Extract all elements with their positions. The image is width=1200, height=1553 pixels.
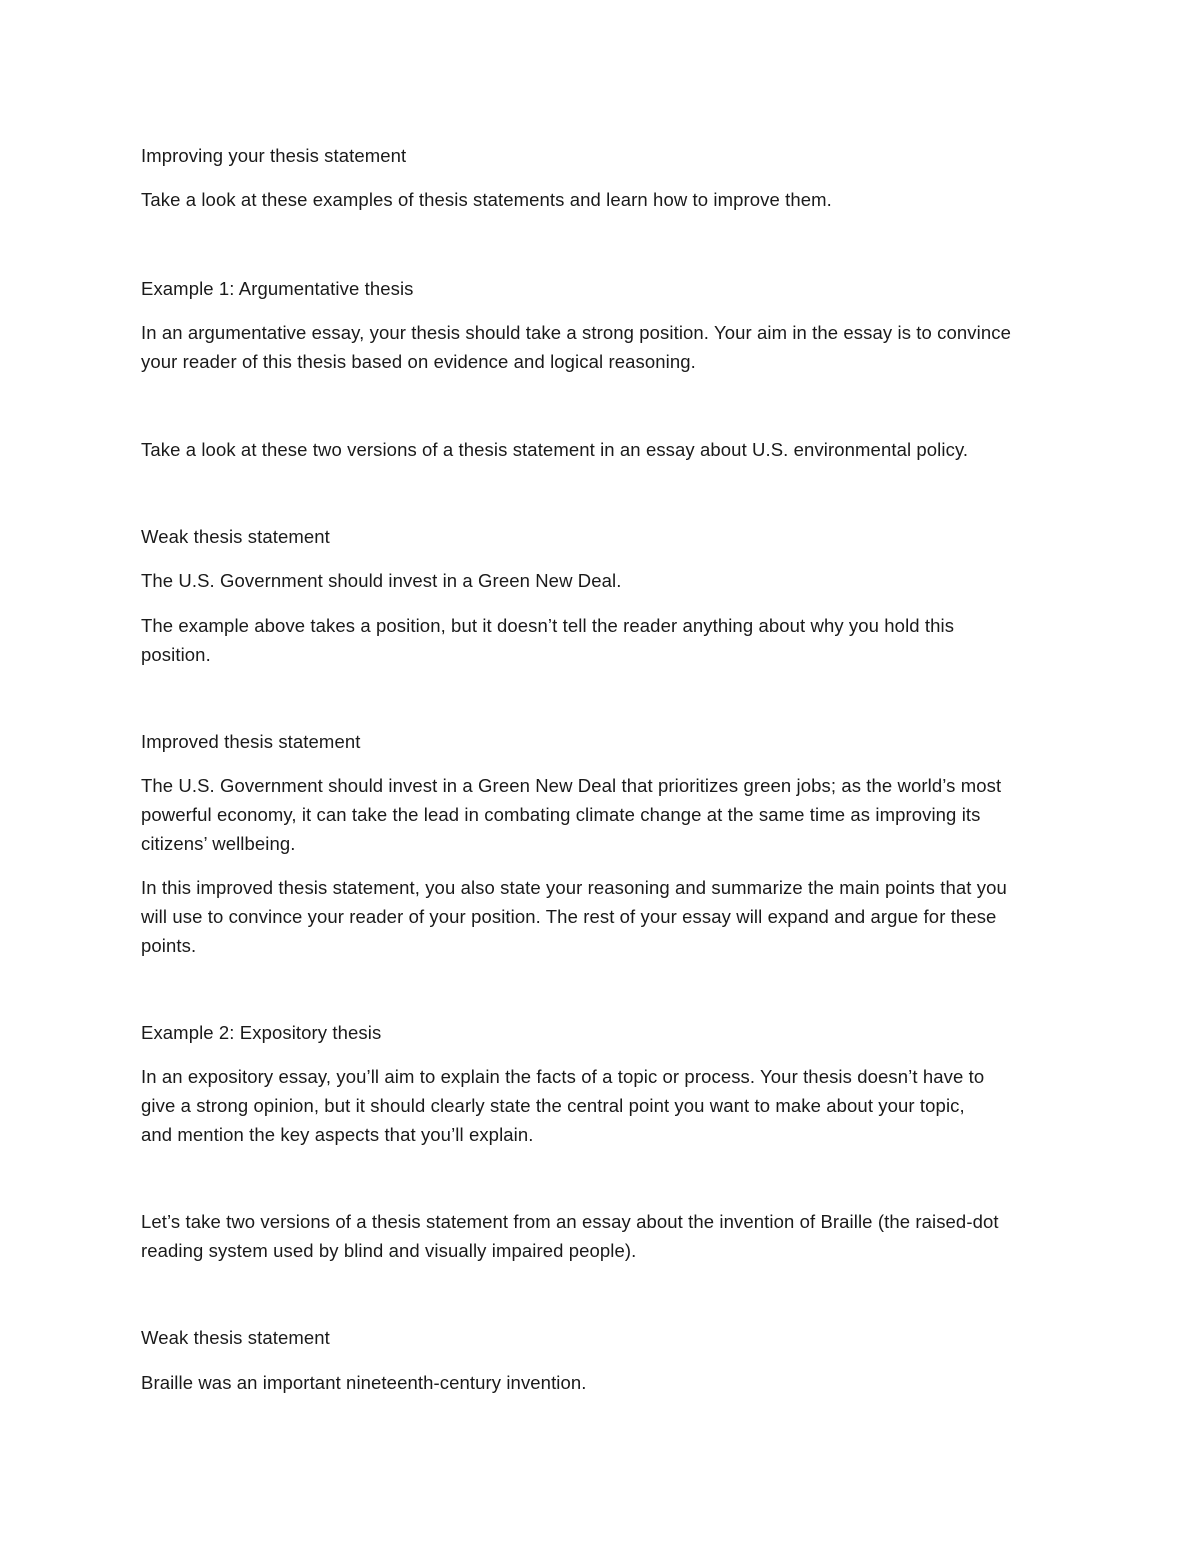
example1-improved-statement-line-3: citizens’ wellbeing. [141, 833, 296, 854]
example1-weak-explanation-line-1: The example above takes a position, but it doesn’t tell the reader anything about why you hold this [141, 615, 955, 636]
example1-weak-heading: Weak thesis statement [141, 526, 330, 547]
example2-heading: Example 2: Expository thesis [141, 1022, 382, 1043]
example1-weak-statement: The U.S. Government should invest in a Green New Deal. [141, 570, 622, 591]
example2-prompt-line-2: reading system used by blind and visually impaired people). [141, 1240, 637, 1261]
document-title: Improving your thesis statement [141, 145, 407, 166]
example1-description-line-2: your reader of this thesis based on evidence and logical reasoning. [141, 351, 696, 372]
example1-prompt: Take a look at these two versions of a thesis statement in an essay about U.S. environmental policy. [141, 439, 969, 460]
example1-improved-explanation-line-1: In this improved thesis statement, you also state your reasoning and summarize the main points that you [141, 877, 1007, 898]
example1-improved-heading: Improved thesis statement [141, 731, 361, 752]
example2-description-line-3: and mention the key aspects that you’ll explain. [141, 1124, 534, 1145]
example2-description-line-1: In an expository essay, you’ll aim to explain the facts of a topic or process. Your thesis doesn’t have to [141, 1066, 985, 1087]
example1-heading: Example 1: Argumentative thesis [141, 278, 414, 299]
example1-improved-statement-line-1: The U.S. Government should invest in a Green New Deal that prioritizes green jobs; as the world’s most [141, 775, 1002, 796]
example2-weak-heading: Weak thesis statement [141, 1327, 330, 1348]
example2-description-line-2: give a strong opinion, but it should clearly state the central point you want to make about your topic, [141, 1095, 965, 1116]
example1-improved-statement-line-2: powerful economy, it can take the lead in combating climate change at the same time as improving its [141, 804, 981, 825]
example1-improved-explanation-line-2: will use to convince your reader of your position. The rest of your essay will expand and argue for these [141, 906, 997, 927]
example1-weak-explanation-line-2: position. [141, 644, 211, 665]
example1-description-line-1: In an argumentative essay, your thesis should take a strong position. Your aim in the essay is to convince [141, 322, 1011, 343]
example2-weak-statement: Braille was an important nineteenth-century invention. [141, 1372, 587, 1393]
example1-improved-explanation-line-3: points. [141, 935, 197, 956]
intro-text: Take a look at these examples of thesis statements and learn how to improve them. [141, 189, 832, 210]
example2-prompt-line-1: Let’s take two versions of a thesis statement from an essay about the invention of Braille (the raised-dot [141, 1211, 999, 1232]
